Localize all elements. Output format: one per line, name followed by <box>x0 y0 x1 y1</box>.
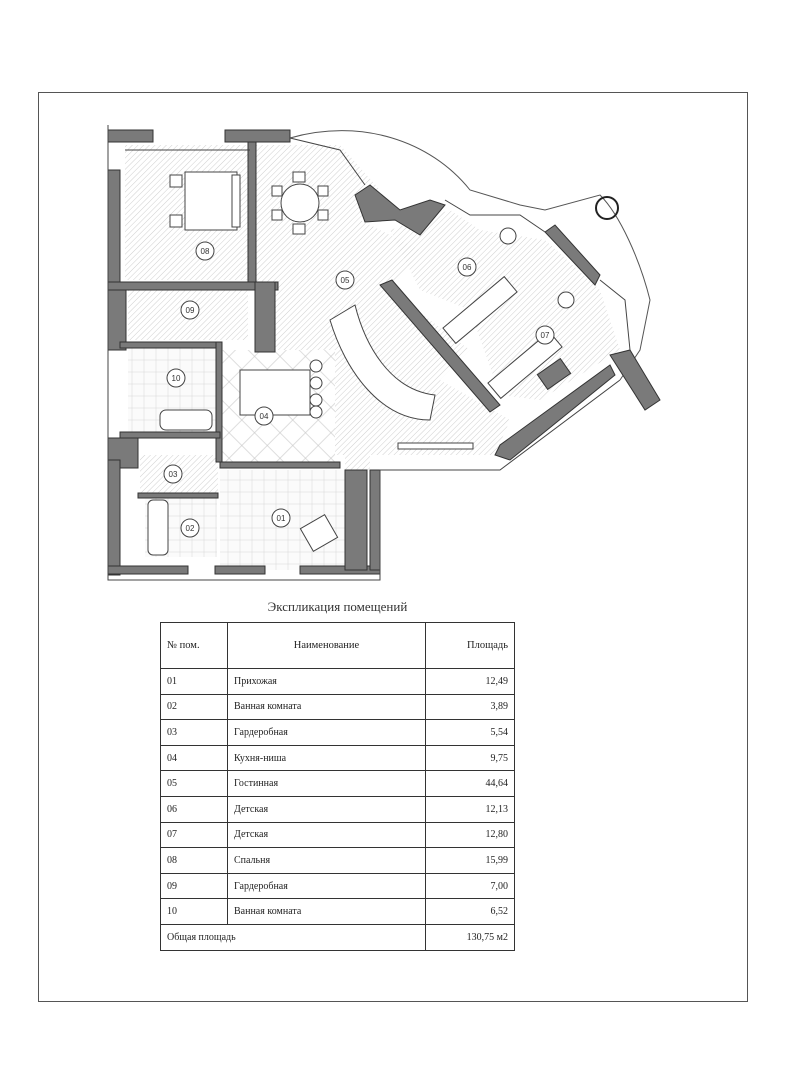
room-label: 04 <box>259 412 269 421</box>
room-num: 06 <box>161 796 228 822</box>
room-num: 04 <box>161 745 228 771</box>
room-area: 12,49 <box>426 669 515 695</box>
room-name: Прихожая <box>228 669 426 695</box>
table-row <box>161 771 515 797</box>
room-label: 07 <box>540 331 550 340</box>
table-row <box>161 796 515 822</box>
room-area: 9,75 <box>426 745 515 771</box>
room-label: 06 <box>462 263 472 272</box>
room-label: 01 <box>276 514 286 523</box>
explication-table <box>160 622 515 951</box>
room-num: 07 <box>161 822 228 848</box>
room-area: 3,89 <box>426 694 515 720</box>
room-num: 01 <box>161 669 228 695</box>
room-label: 10 <box>171 374 181 383</box>
explication-title: Экспликация помещений <box>267 599 408 614</box>
room-label: 03 <box>168 470 178 479</box>
table-row <box>161 873 515 899</box>
room-area: 12,80 <box>426 822 515 848</box>
room-area: 15,99 <box>426 848 515 874</box>
room-name: Детская <box>228 796 426 822</box>
room-num: 09 <box>161 873 228 899</box>
room-name: Гостинная <box>228 771 426 797</box>
room-area: 7,00 <box>426 873 515 899</box>
room-label: 05 <box>340 276 350 285</box>
column-circle <box>596 197 618 219</box>
room-num: 08 <box>161 848 228 874</box>
total-value: 130,75 м2 <box>426 924 515 950</box>
table-row <box>161 694 515 720</box>
room-area: 5,54 <box>426 720 515 746</box>
header-num: № пом. <box>161 623 228 669</box>
table-row <box>161 720 515 746</box>
room-name: Ванная комната <box>228 899 426 925</box>
room-num: 03 <box>161 720 228 746</box>
room-label: 09 <box>185 306 195 315</box>
room-area: 44,64 <box>426 771 515 797</box>
room-name: Гардеробная <box>228 720 426 746</box>
total-label: Общая площадь <box>161 924 426 950</box>
room-num: 05 <box>161 771 228 797</box>
room-area: 6,52 <box>426 899 515 925</box>
table-row <box>161 745 515 771</box>
total-row <box>161 924 515 950</box>
header-area: Площадь <box>426 623 515 669</box>
room-label: 02 <box>185 524 195 533</box>
table-row <box>161 669 515 695</box>
table-row <box>161 822 515 848</box>
room-name: Гардеробная <box>228 873 426 899</box>
room-label: 08 <box>200 247 210 256</box>
room-name: Детская <box>228 822 426 848</box>
room-num: 10 <box>161 899 228 925</box>
room-name: Спальня <box>228 848 426 874</box>
table-row <box>161 848 515 874</box>
table-row <box>161 899 515 925</box>
table-header-row <box>161 623 515 669</box>
header-name: Наименование <box>228 623 426 669</box>
room-area: 12,13 <box>426 796 515 822</box>
room-num: 02 <box>161 694 228 720</box>
room-name: Кухня-ниша <box>228 745 426 771</box>
room-name: Ванная комната <box>228 694 426 720</box>
